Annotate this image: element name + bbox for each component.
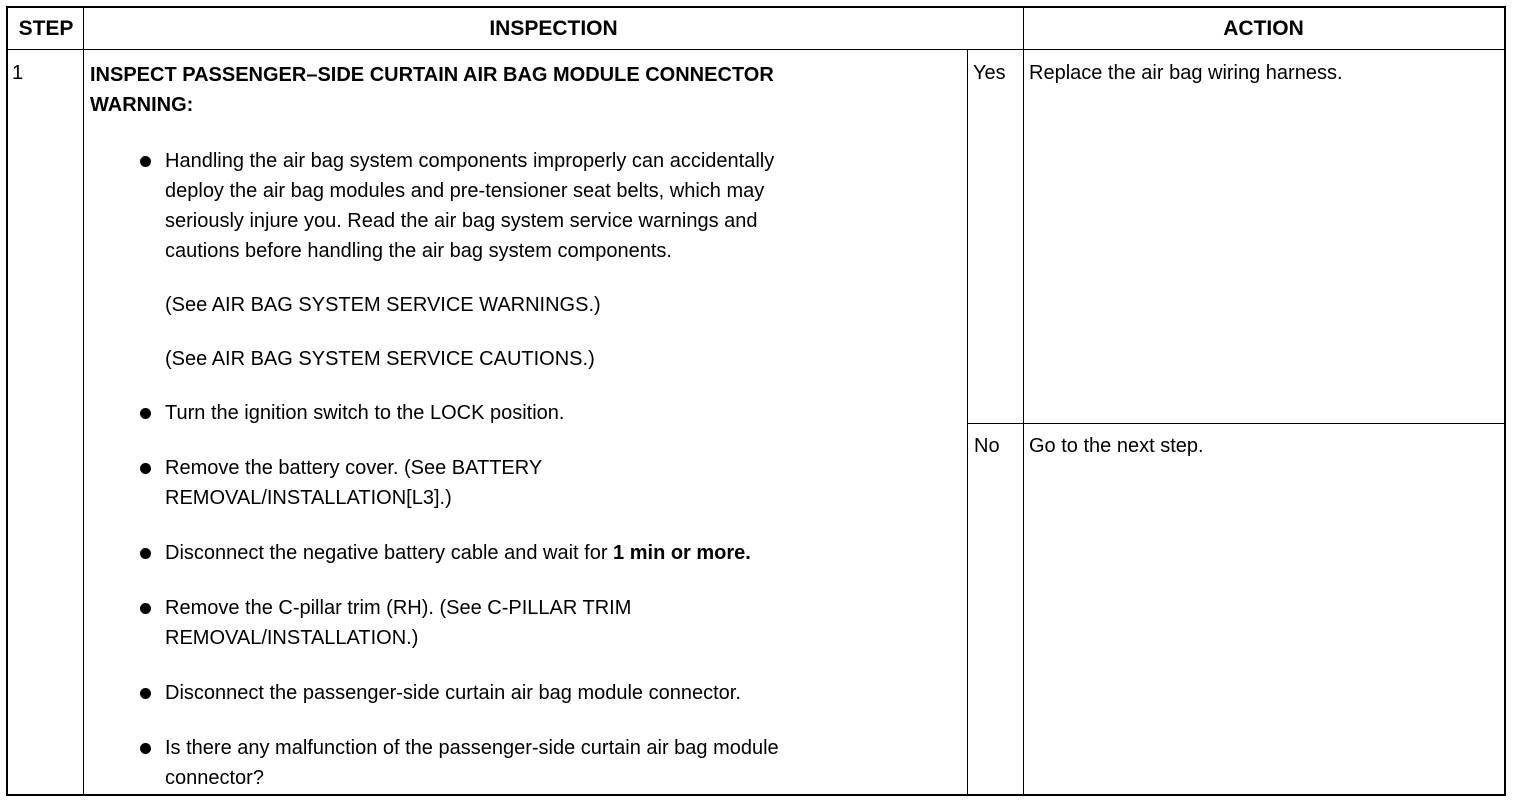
list-item xyxy=(90,593,960,653)
bullet-icon xyxy=(140,743,151,754)
list-item xyxy=(90,733,960,793)
inspection-title: INSPECT PASSENGER–SIDE CURTAIN AIR BAG MODULE CONNECTOR xyxy=(90,64,774,86)
bullet-icon xyxy=(140,408,151,419)
bullet-icon xyxy=(140,548,151,559)
bullet-icon xyxy=(140,603,151,614)
question-text: connector? xyxy=(165,767,264,789)
reference-cautions: (See AIR BAG SYSTEM SERVICE CAUTIONS.) xyxy=(165,348,595,370)
warning-text-line: Handling the air bag system components improperly can accidentally xyxy=(165,150,775,172)
bullet-icon xyxy=(140,688,151,699)
step-text xyxy=(165,538,960,568)
action-column-divider xyxy=(1023,8,1024,794)
inspection-cell xyxy=(90,60,960,793)
answer-yes-label: Yes xyxy=(973,62,1006,84)
step-text: REMOVAL/INSTALLATION[L3].) xyxy=(165,487,452,509)
bullet-icon xyxy=(140,156,151,167)
question-text: Is there any malfunction of the passenger-side curtain air bag module xyxy=(165,737,779,759)
header-step: STEP xyxy=(18,17,74,40)
yesno-column-divider xyxy=(967,49,968,794)
list-item xyxy=(90,398,960,428)
inspection-steps xyxy=(90,146,960,266)
warning-label: WARNING: xyxy=(90,94,194,116)
wait-time: 1 min or more. xyxy=(613,542,751,564)
bullet-icon xyxy=(140,463,151,474)
step-text: Remove the battery cover. (See BATTERY xyxy=(165,457,543,479)
list-item xyxy=(90,678,960,708)
header-action: ACTION xyxy=(1223,17,1304,40)
step-text: Remove the C-pillar trim (RH). (See C-PILLAR TRIM xyxy=(165,597,632,619)
troubleshooting-table xyxy=(6,6,1506,796)
step-number: 1 xyxy=(12,62,24,84)
step-text: Disconnect the passenger-side curtain air bag module connector. xyxy=(165,682,741,704)
warning-text-line: deploy the air bag modules and pre-tensioner seat belts, which may xyxy=(165,180,765,202)
header-divider xyxy=(8,49,1504,50)
answer-yes-action: Replace the air bag wiring harness. xyxy=(1029,62,1343,84)
step-text: REMOVAL/INSTALLATION.) xyxy=(165,627,419,649)
yes-no-row-divider xyxy=(967,423,1504,424)
inspection-steps-continued xyxy=(90,398,960,793)
answer-no-label: No xyxy=(974,435,1000,457)
step-text-prefix: Disconnect the negative battery cable and wait for xyxy=(165,542,614,564)
step-column-divider xyxy=(83,8,84,794)
reference-warnings: (See AIR BAG SYSTEM SERVICE WARNINGS.) xyxy=(165,294,601,316)
header-inspection: INSPECTION xyxy=(489,17,618,40)
step-text: Turn the ignition switch to the LOCK position. xyxy=(165,402,565,424)
answer-no-action: Go to the next step. xyxy=(1029,435,1204,457)
warning-text-line: seriously injure you. Read the air bag system service warnings and xyxy=(165,210,758,232)
warning-text-line: cautions before handling the air bag system components. xyxy=(165,240,672,262)
list-item xyxy=(90,146,960,266)
list-item xyxy=(90,538,960,568)
list-item xyxy=(90,453,960,513)
